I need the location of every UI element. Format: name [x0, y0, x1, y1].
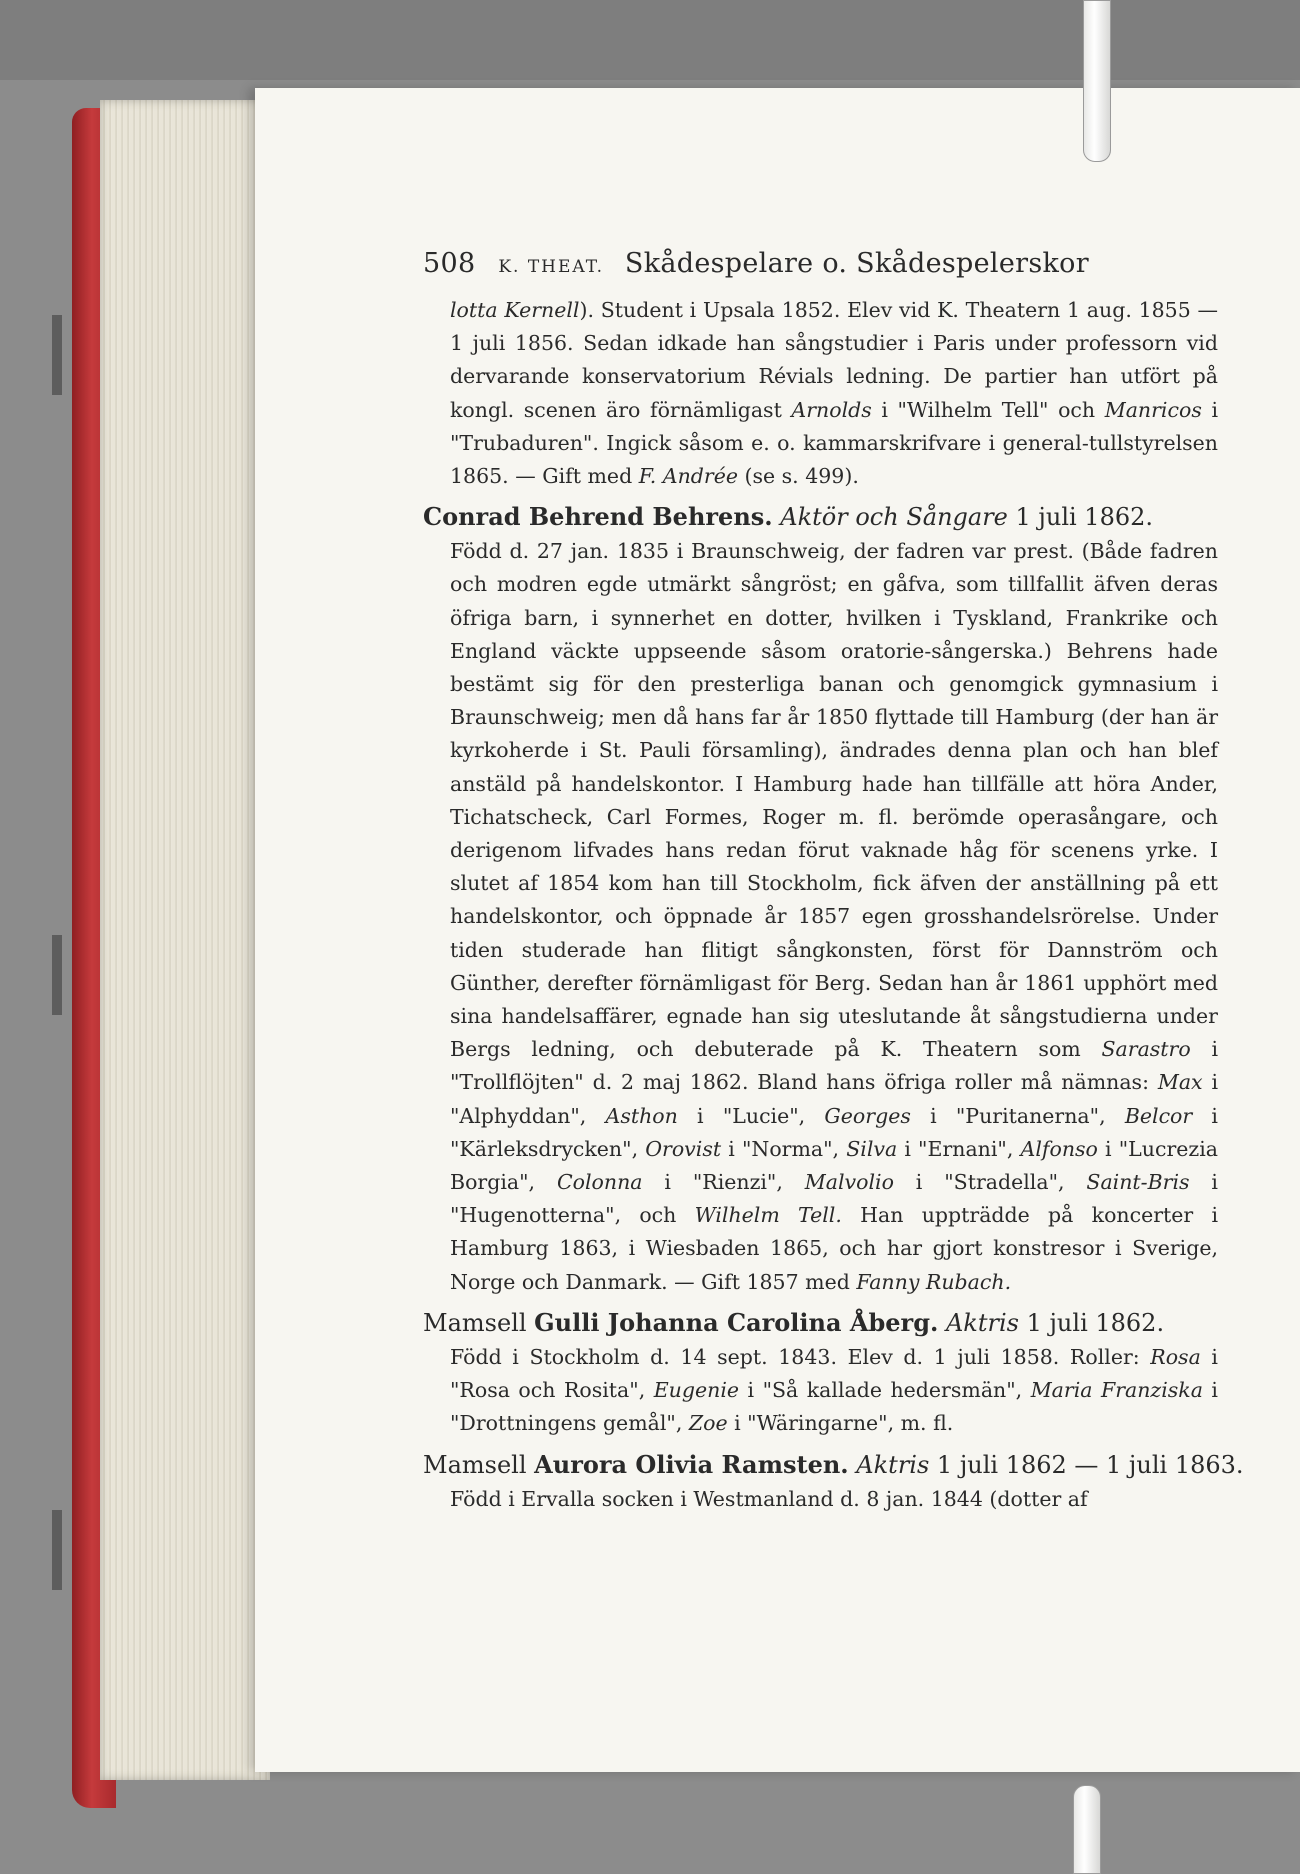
bookmark-bottom — [1073, 1785, 1101, 1874]
entry-behrens — [423, 499, 1218, 1299]
role-name: Sarastro — [1101, 1037, 1191, 1062]
entry-prefix: Mamsell — [423, 1308, 527, 1337]
entry-role: Aktör och Sångare — [780, 503, 1008, 532]
text-run: i "Stradella", — [893, 1170, 1087, 1195]
page-edges — [100, 100, 270, 1780]
page-number: 508 — [423, 248, 476, 279]
entry-body — [423, 1483, 1218, 1516]
text-run: i "Så kallade hedersmän", — [739, 1378, 1031, 1403]
entry-heading — [423, 499, 1218, 535]
text-run: Född d. 27 jan. 1835 i Braunschweig, der fadren var prest. (Både fadren och modren egde utmärkt sångröst; en gåfva, som tillfallit äfven deras öfriga barn, i synnerhet en dotter, hvilken i Tyskland, Frankrike och England väckte uppseende såsom oratorie-sångerska.) Behrens hade bestämt sig för den presterliga banan och genomgick gymnasium i Braunschweig; men då hans far år 1850 flyttade till Hamburg (der han är kyrkoherde i St. Pauli församling), ändrades denna plan och han blef anstäld på handelskontor. I Hamburg hade han tillfälle att höra Ander, Tichatscheck, Carl Formes, Roger m. fl. berömde operasångare, och derigenom lifvades hans redan förut vaknade håg för scenens yrke. I slutet af 1854 kom han till Stockholm, fick äfven der anställning på ett handelskontor, och öppnade år 1857 egen grosshandelsrörelse. Under tiden studerade han flitigt sångkonsten, först för Dannström och Günther, derefter förnämligast för Berg. Sedan han år 1861 upphört med sina handelsaffärer, egnade han sig uteslutande åt sångstudierna under Bergs ledning, och debuterade på K. Theatern som — [450, 539, 1218, 1062]
role-name: Wilhelm Tell. — [694, 1203, 842, 1228]
text-run: i "Lucrezia Borgia", — [450, 1136, 1218, 1195]
entry-body — [423, 535, 1218, 1299]
text-run: (se s. 499). — [737, 464, 859, 489]
text-run: i "Wilhelm Tell" och — [871, 397, 1105, 422]
role-name: Belcor — [1124, 1103, 1193, 1128]
text-run: i "Trollflöjten" d. 2 maj 1862. Bland hans öfriga roller må nämnas: — [450, 1037, 1219, 1095]
header-title: Skådespelare o. Skådespelerskor — [624, 248, 1089, 279]
entry-heading — [423, 1447, 1244, 1483]
text-run: i "Wäringarne", m. fl. — [727, 1411, 954, 1436]
role-name: Rosa — [1150, 1344, 1201, 1369]
entry-name: Aurora Olivia Ramsten. — [534, 1449, 849, 1479]
entry-date: 1 juli 1862. — [1026, 1308, 1165, 1337]
role-name: Arnolds — [791, 397, 872, 422]
entry-role: Aktris — [945, 1308, 1019, 1337]
entry-prefix: Mamsell — [423, 1450, 527, 1479]
entry-name: Gulli Johanna Carolina Åberg. — [534, 1307, 939, 1337]
role-name: Saint-Bris — [1086, 1170, 1190, 1195]
role-name: Manricos — [1104, 397, 1202, 422]
text-run: i "Kärleksdrycken", — [450, 1103, 1218, 1161]
entry-ramsten — [423, 1447, 1244, 1516]
running-header — [423, 242, 1218, 294]
page-text — [423, 242, 1244, 1516]
entry-role: Aktris — [856, 1450, 930, 1479]
spine-tab — [52, 935, 62, 1015]
role-name: Alfonso — [1020, 1136, 1098, 1161]
role-name: Zoe — [688, 1411, 728, 1436]
text-run: i "Rosa och Rosita", — [450, 1344, 1218, 1403]
header-abbrev: K. THEAT. — [498, 257, 605, 277]
text-run: i "Lucie", — [677, 1103, 825, 1128]
role-name: Asthon — [605, 1103, 678, 1128]
bookmark-top — [1083, 0, 1111, 162]
role-name: Georges — [824, 1103, 911, 1128]
role-name: Maria Franziska — [1030, 1378, 1203, 1403]
text-run: Född i Stockholm d. 14 sept. 1843. Elev d. 1 juli 1858. Roller: — [450, 1344, 1151, 1369]
entry-date: 1 juli 1862 — 1 juli 1863. — [936, 1450, 1244, 1479]
text-run: i "Trubaduren". Ingick såsom e. o. kammarskrifvare i general-tullstyrelsen 1865. — Gift med — [450, 397, 1219, 489]
entry-heading — [423, 1305, 1218, 1341]
text-run: i "Ernani", — [897, 1136, 1021, 1161]
text-run: Född i Ervalla socken i Westmanland d. 8 jan. 1844 (dotter af — [450, 1486, 1088, 1511]
role-name: Max — [1157, 1070, 1203, 1095]
text-run: Han uppträdde på koncerter i Hamburg 1863, i Wiesbaden 1865, och har gjort konstresor i Sverige, Norge och Danmark. — Gift 1857 med — [450, 1203, 1219, 1294]
text-run: i "Puritanerna", — [910, 1103, 1125, 1128]
text-run: i "Hugenotterna", och — [450, 1170, 1218, 1228]
spouse-name: F. Andrée — [638, 464, 738, 489]
role-name: Silva — [846, 1136, 898, 1161]
continuation-paragraph — [423, 294, 1218, 493]
spine-tab — [52, 315, 62, 395]
entry-aberg — [423, 1305, 1218, 1441]
entry-body — [423, 1341, 1218, 1441]
role-name: Eugenie — [653, 1378, 740, 1403]
text-run: i "Norma", — [721, 1136, 847, 1161]
italic-name: lotta Kernell — [450, 298, 580, 322]
text-run: i "Drottningens gemål", — [450, 1378, 1218, 1436]
text-run: i "Rienzi", — [642, 1170, 805, 1195]
role-name: Orovist — [645, 1136, 722, 1161]
spouse-name: Fanny Rubach. — [856, 1269, 1012, 1294]
role-name: Malvolio — [804, 1170, 894, 1195]
entry-name: Conrad Behrend Behrens. — [423, 502, 773, 532]
entry-date: 1 juli 1862. — [1015, 503, 1154, 532]
text-run: ). Student i Upsala 1852. Elev vid K. Theatern 1 aug. 1855 — 1 juli 1856. Sedan idkade han sångstudier i Paris under professorn vid dervarande konservatorium Révials ledning. De partier han utfört på kongl. scenen äro förnämligast — [450, 298, 1219, 422]
text-run: i "Alphyddan", — [450, 1070, 1219, 1128]
role-name: Colonna — [556, 1170, 643, 1195]
spine-tab — [52, 1510, 62, 1590]
